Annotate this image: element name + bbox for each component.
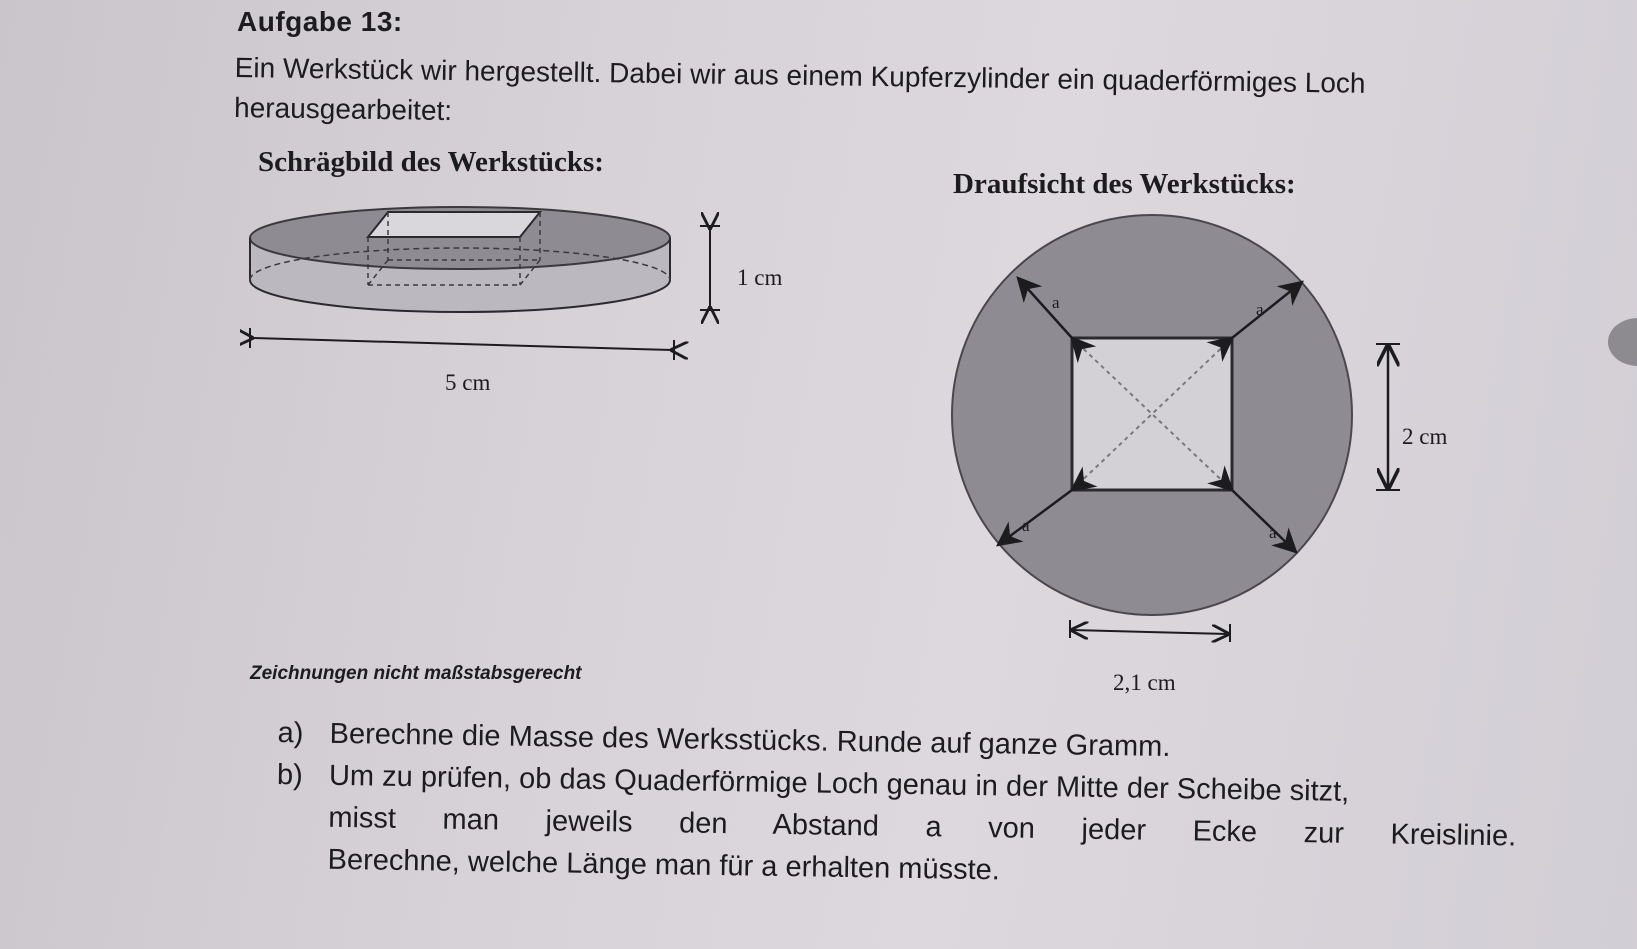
top-view-caption: Draufsicht des Werkstücks: [953,168,1296,200]
oblique-width-label: 5 cm [445,370,491,395]
oblique-caption: Schrägbild des Werkstücks: [258,146,604,178]
task-intro: Ein Werkstück wir hergestellt. Dabei wir aus einem Kupferzylinder ein quaderförmiges Loch herausgearbeitet: [233,51,1366,127]
task-list [275,712,1517,899]
label-a-top-left: a [1052,293,1060,312]
top-width-label: 2,1 cm [1113,670,1176,695]
oblique-view-drawing [240,190,760,400]
task-a-text: Berechne die Masse des Werksstücks. Runde auf ganze Gramm. [329,717,1171,764]
task-b-line-3: Berechne, welche Länge man für a erhalten müsste. [327,843,1001,887]
task-b [275,754,1517,899]
page-edge-blob [1608,318,1637,366]
width-dimension [252,338,672,350]
task-b-letter: b) [276,758,304,792]
label-a-bottom-left: a [1022,516,1030,535]
task-b-line-1: Um zu prüfen, ob das Quaderförmige Loch genau in der Mitte der Scheibe sitzt, [328,759,1350,808]
hole-top [368,212,540,237]
task-a-letter: a) [277,716,304,750]
label-a-top-right: a [1256,300,1264,319]
label-a-bottom-right: a [1269,523,1277,542]
top-height-label: 2 cm [1402,424,1448,449]
task-heading: Aufgabe 13: [237,6,403,37]
scale-note: Zeichnungen nicht maßstabsgerecht [250,663,582,684]
top-view-drawing [940,210,1460,650]
task-b-line-2: misst man jeweils den Abstand a von jeder Ecke zur Kreislinie. [328,801,1517,853]
square-width-dimension [1072,630,1228,634]
oblique-height-label: 1 cm [737,265,783,290]
